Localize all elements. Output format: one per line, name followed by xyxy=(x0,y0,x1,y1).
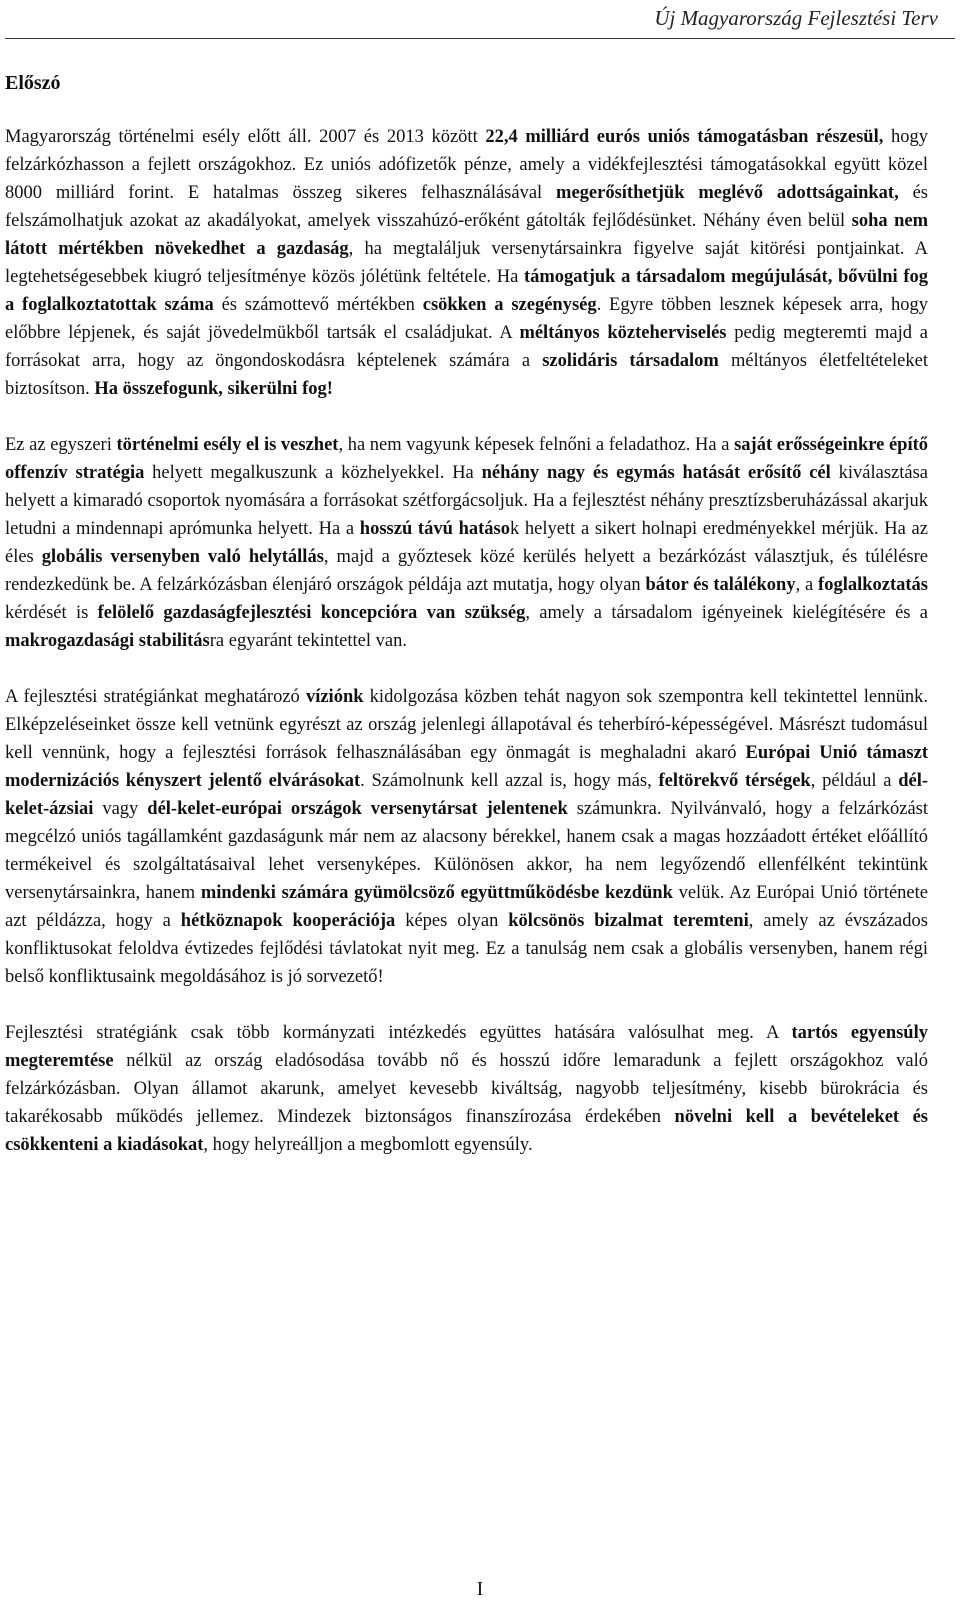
text-run: Ez az egyszeri xyxy=(5,435,117,455)
bold-text-run: csökken a szegénység xyxy=(422,295,597,315)
bold-text-run: globális versenyben való helytállás xyxy=(41,547,324,567)
body-paragraph xyxy=(5,123,928,403)
bold-text-run: foglalkoztatás xyxy=(818,575,928,595)
bold-text-run: méltányos közteherviselés xyxy=(519,323,727,343)
body-paragraph xyxy=(5,431,928,655)
text-run: , ha megtaláljuk versenytársainkra figyelve saját kitörési pontjainkat. A legtehetségesebbek kiugró teljesítménye közös jólétünk feltétele. Ha xyxy=(5,239,928,287)
bold-text-run: növelni kell a bevételeket és csökkenteni a kiadásokat xyxy=(5,1107,929,1155)
bold-text-run: dél-kelet-ázsiai xyxy=(5,771,929,819)
text-run: kérdését is xyxy=(5,603,98,623)
bold-text-run: hosszú távú hatáso xyxy=(359,519,510,539)
text-run: , ha nem vagyunk képesek felnőni a feladathoz. Ha a xyxy=(338,435,735,455)
bold-text-run: történelmi esély el is veszhet xyxy=(116,435,339,455)
page-header xyxy=(0,0,960,42)
bold-text-run: Ha összefogunk, sikerülni fog! xyxy=(94,379,333,399)
bold-text-run: támogatjuk a társadalom megújulását, bővülni fog a foglalkoztatottak száma xyxy=(5,267,928,315)
bold-text-run: dél-kelet-európai országok versenytársat jelentenek xyxy=(147,799,568,819)
bold-text-run: kölcsönös bizalmat teremteni xyxy=(508,911,749,931)
text-run: . Számolnunk kell azzal is, hogy más, xyxy=(360,771,659,791)
bold-text-run: feltörekvő térségek xyxy=(658,771,811,791)
page-number: I xyxy=(476,1578,484,1600)
text-run: , a xyxy=(795,575,819,595)
bold-text-run: néhány nagy és egymás hatását erősítő cél xyxy=(481,463,831,483)
text-run: helyett megalkuszunk a közhelyekkel. Ha xyxy=(144,463,482,483)
bold-text-run: tartós egyensúly megteremtése xyxy=(5,1023,928,1071)
bold-text-run: szolidáris társadalom xyxy=(542,351,719,371)
bold-text-run: Európai Unió támaszt modernizációs kényszert jelentő elvárásokat xyxy=(5,743,928,791)
text-run: képes olyan xyxy=(395,911,509,931)
text-run: , majd a győztesek közé kerülés helyett a bezárkózást választjuk, és túlélésre rendezkedünk be. A felzárkózásban élenjáró országok példája azt mutatja, hogy olyan xyxy=(5,547,928,595)
text-run: Magyarország történelmi esély előtt áll. 2007 és 2013 között xyxy=(5,127,486,147)
bold-text-run: makrogazdasági stabilitás xyxy=(5,631,210,651)
text-run: kiválasztása helyett a kimaradó csoportok nyomására a forrásokat szétforgácsoljuk. Ha a fejlesztést néhány presztízsberuházással akarjuk letudni a mindennapi aprómunka helyett. Ha a xyxy=(5,463,928,539)
text-run: méltányos életfeltételeket biztosítson. xyxy=(5,351,928,399)
bold-text-run: mindenki számára gyümölcsöző együttműködésbe kezdünk xyxy=(200,883,673,903)
header-divider xyxy=(5,38,955,39)
text-run: velük. Az Európai Unió története azt példázza, hogy a xyxy=(5,883,928,931)
text-run: és felszámolhatjuk azokat az akadályokat, amelyek visszahúzó-erőként gátolták fejlődésünket. Néhány éven belül xyxy=(5,183,928,231)
document-title: Új Magyarország Fejlesztési Terv xyxy=(654,6,938,30)
bold-text-run: saját erősségeinkre építő offenzív stratégia xyxy=(5,435,929,483)
bold-text-run: hétköznapok kooperációja xyxy=(180,911,396,931)
text-run: , amely az évszázados konfliktusokat feloldva évtizedes fejlődési távlatokat nyit meg. Ez a tanulság nem csak a globális versenyben, hanem régi belső konfliktusaink megoldásához is jó sorvezető! xyxy=(5,911,928,987)
bold-text-run: soha nem látott mértékben növekedhet a gazdaság xyxy=(5,211,928,259)
bold-text-run: megerősíthetjük meglévő adottságainkat, xyxy=(556,183,899,203)
text-run: pedig megteremti majd a forrásokat arra, hogy az öngondoskodásra képtelenek számára a xyxy=(5,323,928,371)
text-run: k helyett a sikert holnapi eredményekkel mérjük. Ha az éles xyxy=(5,519,928,567)
text-run: hogy felzárkózhasson a fejlett országokhoz. Ez uniós adófizetők pénze, amely a vidékfejlesztési támogatásokkal együtt közel 8000 milliárd forint. E hatalmas összeg sikeres felhasználásával xyxy=(5,127,928,203)
body-paragraph xyxy=(5,1019,928,1159)
text-run: , amely a társadalom igényeinek kielégítésére és a xyxy=(525,603,929,623)
document-body xyxy=(5,72,928,1187)
text-run: számunkra. Nyilvánvaló, hogy a felzárkózást megcélzó uniós tagállamként gazdaságunk már nem az alacsony bérekkel, hanem csak a magas hozzáadott értéket előállító termékeivel és szolgáltatásaival lehet versenyképes. Különösen akkor, ha nem legyőzendő ellenfélként tekintünk versenytársainkra, hanem xyxy=(5,799,928,903)
text-run: A fejlesztési stratégiánkat meghatározó xyxy=(5,687,306,707)
text-run: nélkül az ország eladósodása tovább nő és hosszú időre lemaradunk a fejlett országokhoz való felzárkózásban. Olyan államot akarunk, amelyet kevesebb kiváltság, nagyobb teljesítmény, kisebb bürokrácia és takarékosabb működés jellemez. Mindezek biztonságos finanszírozása érdekében xyxy=(5,1051,928,1127)
text-run: ra egyaránt tekintettel van. xyxy=(209,631,407,651)
bold-text-run: bátor és találékony xyxy=(645,575,796,595)
text-run: Fejlesztési stratégiánk csak több kormányzati intézkedés együttes hatására valósulhat meg. A xyxy=(5,1023,792,1043)
paragraph-list xyxy=(5,123,928,1159)
body-paragraph xyxy=(5,683,928,991)
bold-text-run: felölelő gazdaságfejlesztési koncepcióra van szükség xyxy=(97,603,526,623)
text-run: . Egyre többen lesznek képesek arra, hogy előbbre lépjenek, és saját jövedelmükből tartsák el családjukat. A xyxy=(5,295,928,343)
text-run: , hogy helyreálljon a megbomlott egyensúly. xyxy=(203,1135,533,1155)
section-heading: Előszó xyxy=(5,72,61,94)
text-run: vagy xyxy=(93,799,148,819)
bold-text-run: 22,4 milliárd eurós uniós támogatásban részesül, xyxy=(485,127,884,147)
text-run: és számottevő mértékben xyxy=(213,295,423,315)
text-run: kidolgozása közben tehát nagyon sok szempontra kell tekintettel lennünk. Elképzeléseinket össze kell vetnünk egyrészt az ország jelenlegi állapotával és teherbíró-képességével. Másrészt tudomásul kell vennünk, hogy a fejlesztési források felhasználásában egy önmagát is meghaladni akaró xyxy=(5,687,928,763)
text-run: , például a xyxy=(810,771,899,791)
bold-text-run: víziónk xyxy=(305,687,364,707)
